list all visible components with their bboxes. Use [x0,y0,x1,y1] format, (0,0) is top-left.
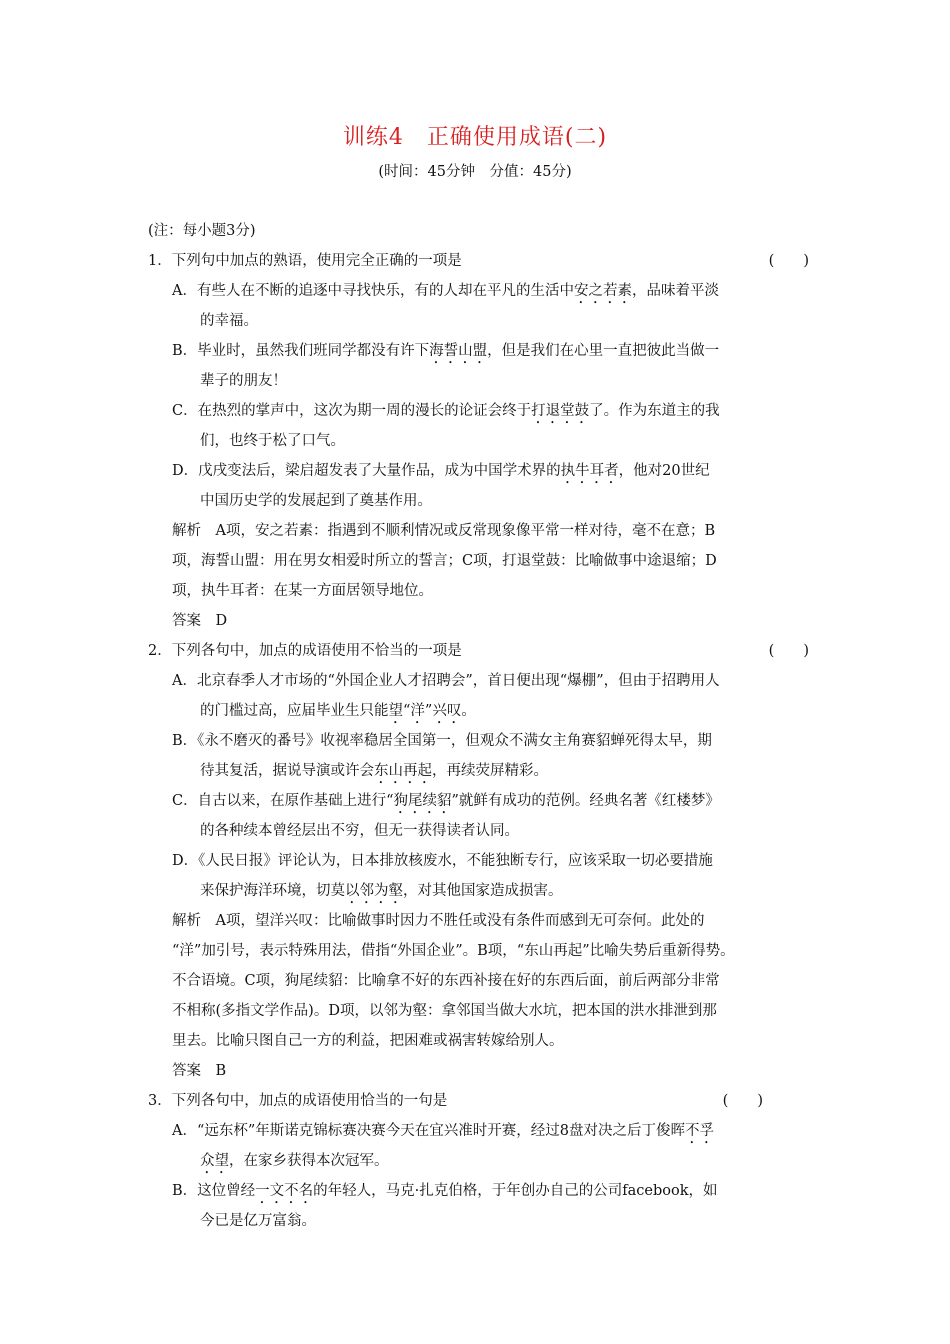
q3-option-b-cont: 今已是亿万富翁。 [200,1213,316,1229]
q2-explanation-3: 不合语境。C项，狗尾续貂：比喻拿不好的东西补接在好的东西后面，前后两部分非常 [172,973,720,989]
q2-option-a-cont: 的门槛过高，应届毕业生只能望“洋”兴叹。 [200,703,476,719]
q1-option-a-cont: 的幸福。 [200,313,258,329]
dotted-idiom: 海誓山盟 [429,343,488,359]
page-title: 训练4 正确使用成语(二) [342,125,608,150]
q2-explanation-4: 不相称(多指文学作品)。D项，以邻为壑：拿邻国当做大水坑，把本国的洪水排泄到那 [172,1003,717,1019]
q2-option-c-cont: 的各种续本曾经层出不穷，但无一获得读者认同。 [200,823,519,839]
dotted-idiom: 一文不名 [255,1183,314,1199]
q1-option-c-cont: 们，也终于松了口气。 [200,433,345,449]
q2-option-d: D．《人民日报》评论认为，日本排放核废水，不能独断专行，应该采取一切必要措施 [172,853,713,869]
answer-bracket: ( ) [722,1093,763,1109]
exercise-content [148,216,813,1236]
dotted-idiom: 安之若素 [573,283,632,299]
q1-explanation-1: 解析 A项，安之若素：指遇到不顺利情况或反常现象像平常一样对待，毫不在意；B [172,523,716,539]
q1-explanation-3: 项，执牛耳者：在某一方面居领导地位。 [172,583,433,599]
q1-explanation-2: 项，海誓山盟：用在男女相爱时所立的誓言；C项，打退堂鼓：比喻做事中途退缩；D [172,553,717,569]
q1-option-d-cont: 中国历史学的发展起到了奠基作用。 [200,493,432,509]
q3-option-b: B．这位曾经一文不名的年轻人，马克·扎克伯格，于年创办自己的公司facebook，如 [172,1183,718,1199]
dotted-idiom: 不孚 [685,1123,715,1139]
q1-option-b-cont: 辈子的朋友！ [200,373,287,389]
q3-option-a-cont: 众望，在家乡获得本次冠军。 [200,1153,389,1169]
q1-option-d: D．戊戌变法后，梁启超发表了大量作品，成为中国学术界的执牛耳者，他对20世纪 [172,463,710,479]
q2-option-c: C．自古以来，在原作基础上进行“狗尾续貂”就鲜有成功的范例。经典名著《红楼梦》 [172,793,720,809]
answer-bracket: ( ) [768,253,809,269]
question-2-stem: 2．下列各句中，加点的成语使用不恰当的一项是 ( ) [148,636,813,666]
note: (注：每小题3分) [148,223,256,239]
dotted-idiom: 狗尾续貂 [393,793,452,809]
dotted-idiom: 东山再起 [374,763,432,779]
q3-option-a: A．“远东杯”年斯诺克锦标赛决赛今天在宜兴准时开赛，经过8盘对决之后丁俊晖不孚 [172,1123,715,1139]
question-1-stem: 1．下列句中加点的熟语，使用完全正确的一项是 ( ) [148,246,813,276]
q2-explanation-2: “洋”加引号，表示特殊用法，借指“外国企业”。B项，“东山再起”比喻失势后重新得势。 [172,943,735,959]
dotted-idiom: 望“洋”兴叹 [388,703,462,719]
dotted-idiom: 众望 [200,1153,229,1169]
q2-option-a: A．北京春季人才市场的“外国企业人才招聘会”，首日便出现“爆棚”，但由于招聘用人 [172,673,720,689]
answer-bracket: ( ) [768,643,809,659]
dotted-idiom: 打退堂鼓 [531,403,590,419]
q1-answer: 答案 D [172,613,228,629]
q2-option-b-cont: 待其复活，据说导演或许会东山再起，再续荧屏精彩。 [200,763,548,779]
q2-explanation-1: 解析 A项，望洋兴叹：比喻做事时因力不胜任或没有条件而感到无可奈何。此处的 [172,913,705,929]
q2-explanation-5: 里去。比喻只图自己一方的利益，把困难或祸害转嫁给别人。 [172,1033,564,1049]
q1-option-b: B．毕业时，虽然我们班同学都没有许下海誓山盟，但是我们在心里一直把彼此当做一 [172,343,720,359]
q1-option-a: A．有些人在不断的追逐中寻找快乐，有的人却在平凡的生活中安之若素，品味着平淡 [172,283,719,299]
question-3-stem: 3．下列各句中，加点的成语使用恰当的一句是 ( ) [148,1086,813,1116]
q1-option-c: C．在热烈的掌声中，这次为期一周的漫长的论证会终于打退堂鼓了。作为东道主的我 [172,403,720,419]
q2-answer: 答案 B [172,1063,227,1079]
dotted-idiom: 执牛耳者 [560,463,619,479]
dotted-idiom: 以邻为壑 [345,883,403,899]
q2-option-b: B．《永不磨灭的番号》收视率稳居全国第一，但观众不满女主角赛貂蝉死得太早，期 [172,733,712,749]
q2-option-d-cont: 来保护海洋环境，切莫以邻为壑，对其他国家造成损害。 [200,883,563,899]
page-subtitle: (时间：45分钟 分值：45分) [378,164,572,180]
